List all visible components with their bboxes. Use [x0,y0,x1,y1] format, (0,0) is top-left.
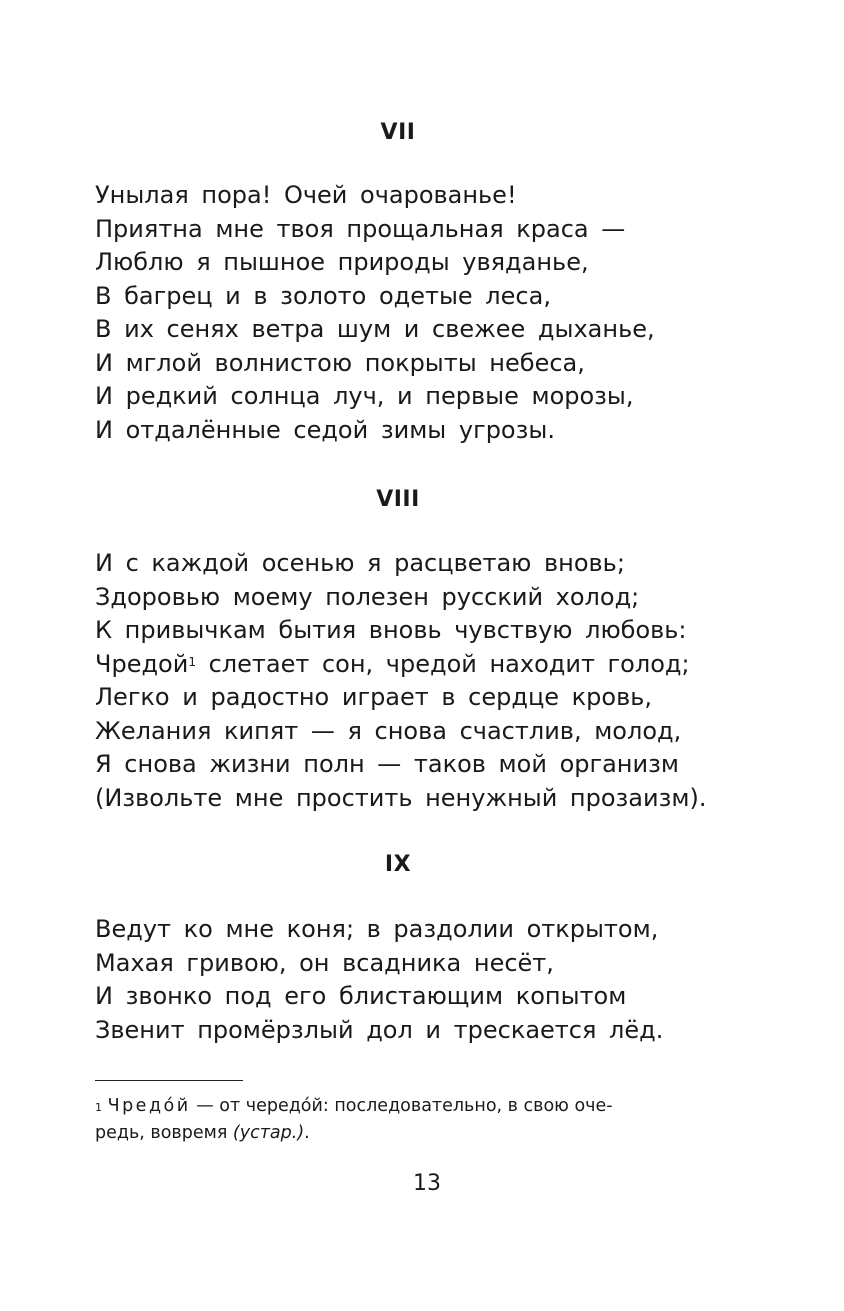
verse-word: Чредой [95,649,189,678]
verse-line: И мглой волнистою покрыты небеса, [95,348,585,377]
verse-line: И редкий солнца луч, и первые морозы, [95,382,634,410]
verse-line: Люблю я пышное природы увяданье, [95,248,589,276]
footnote-text: редь, вовремя [95,1123,233,1143]
verse-line: В их сенях ветра шум и свежее дыханье, [95,315,655,343]
footnote-term: Чредо́й [107,1096,191,1116]
verse-line: Махая гривою, он всадника несёт, [95,948,554,977]
stanza-ix [95,913,775,1047]
stanza-viii [95,547,775,815]
page-number: 13 [413,1171,441,1196]
verse-line: И с каждой осенью я расцветаю вновь; [95,549,625,577]
verse-line: В багрец и в золото одетые леса, [95,281,551,310]
footnote-usage-note: (устар.) [232,1123,305,1143]
footnote [95,1093,735,1147]
footnote-divider [95,1080,243,1081]
verse-line: И звонко под его блистающим копытом [95,982,627,1010]
footnote-text-end: . [304,1123,310,1143]
stanza-number-ix: IX [384,852,412,877]
verse-line-with-footnote [95,648,775,682]
verse-line-rest: слетает сон, чредой находит голод; [195,649,690,678]
footnote-line [95,1120,735,1147]
verse-line: К привычкам бытия вновь чувствую любовь: [95,616,687,644]
footnote-line [95,1093,735,1120]
verse-line: Здоровью моему полезен русский холод; [95,582,640,611]
verse-line: Приятна мне твоя прощальная краса — [95,214,626,243]
verse-line: Унылая пора! Очей очарованье! [95,181,517,209]
verse-line: Я снова жизни полн — таков мой организм [95,750,679,778]
verse-line: Желания кипят — я снова счастлив, молод, [95,716,682,745]
verse-line: Легко и радостно играет в сердце кровь, [95,683,653,711]
footnote-text: — от чередо́й: последовательно, в свою оче- [190,1096,613,1116]
verse-line: (Извольте мне простить ненужный прозаизм). [95,783,707,812]
stanza-number-viii: VIII [376,487,420,512]
verse-line: Ведут ко мне коня; в раздолии открытом, [95,915,659,943]
footnote-reference: 1 [188,654,196,669]
stanza-vii [95,179,775,447]
footnote-marker: 1 [95,1101,102,1114]
verse-line: Звенит промёрзлый дол и трескается лёд. [95,1015,664,1044]
stanza-number-vii: VII [380,120,416,145]
verse-line: И отдалённые седой зимы угрозы. [95,415,555,444]
